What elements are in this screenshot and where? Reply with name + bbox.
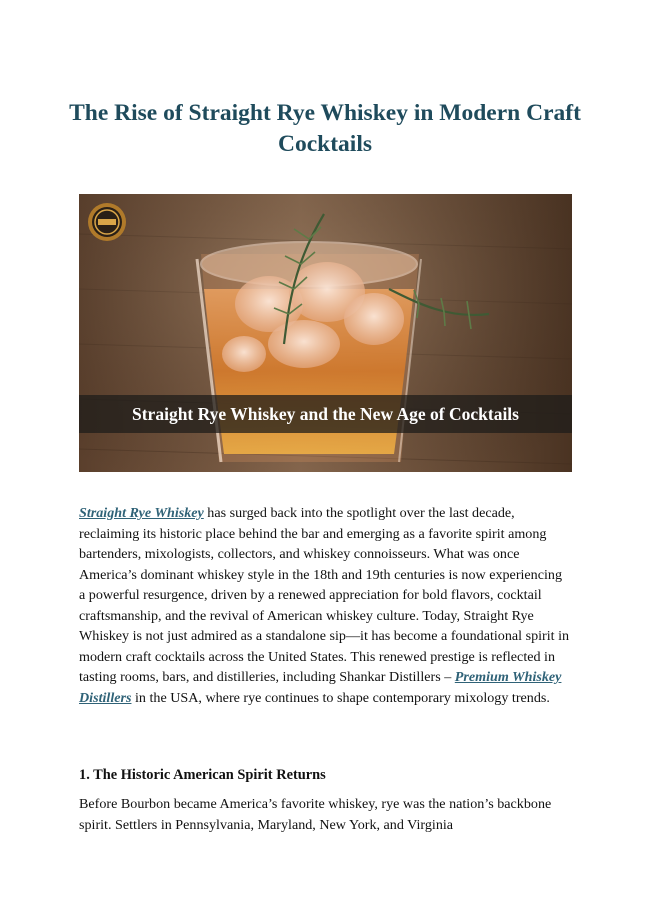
premium-whiskey-distillers-link[interactable]: Premium Whiskey Distillers: [79, 669, 562, 706]
intro-paragraph: [79, 503, 571, 708]
section-paragraph: Before Bourbon became America’s favorite whiskey, rye was the nation’s backbone spirit. Settlers in Pennsylvania, Maryland, New York, and Virginia: [79, 796, 552, 833]
intro-text-1: has surged back into the spotlight over the last decade, reclaiming its historic place behind the bar and emerging as a favorite spirit among bartenders, mixologists, collectors, and whiskey connoisseurs. What was once America’s dominant whiskey style in the 18th and 19th centuries is now experiencing a powerful resurgence, driven by a renewed appreciation for bold flavors, cocktail craftsmanship, and the revival of American whiskey culture. Today, Straight Rye Whiskey is not just admired as a standalone sip—it has become a foundational spirit in modern craft cocktails across the United States. This renewed prestige is reflected in tasting rooms, bars, and distilleries, including Shankar Distillers –: [79, 505, 570, 685]
hero-caption: Straight Rye Whiskey and the New Age of Cocktails: [79, 395, 572, 433]
hero-image: [79, 194, 572, 472]
intro-text-2: in the USA, where rye continues to shape contemporary mixology trends.: [131, 689, 550, 706]
distillery-seal-icon: [87, 202, 127, 242]
section-heading: 1. The Historic American Spirit Returns: [79, 767, 326, 783]
page-title: The Rise of Straight Rye Whiskey in Modern Craft Cocktails: [69, 100, 581, 157]
straight-rye-whiskey-link[interactable]: Straight Rye Whiskey: [79, 505, 204, 521]
